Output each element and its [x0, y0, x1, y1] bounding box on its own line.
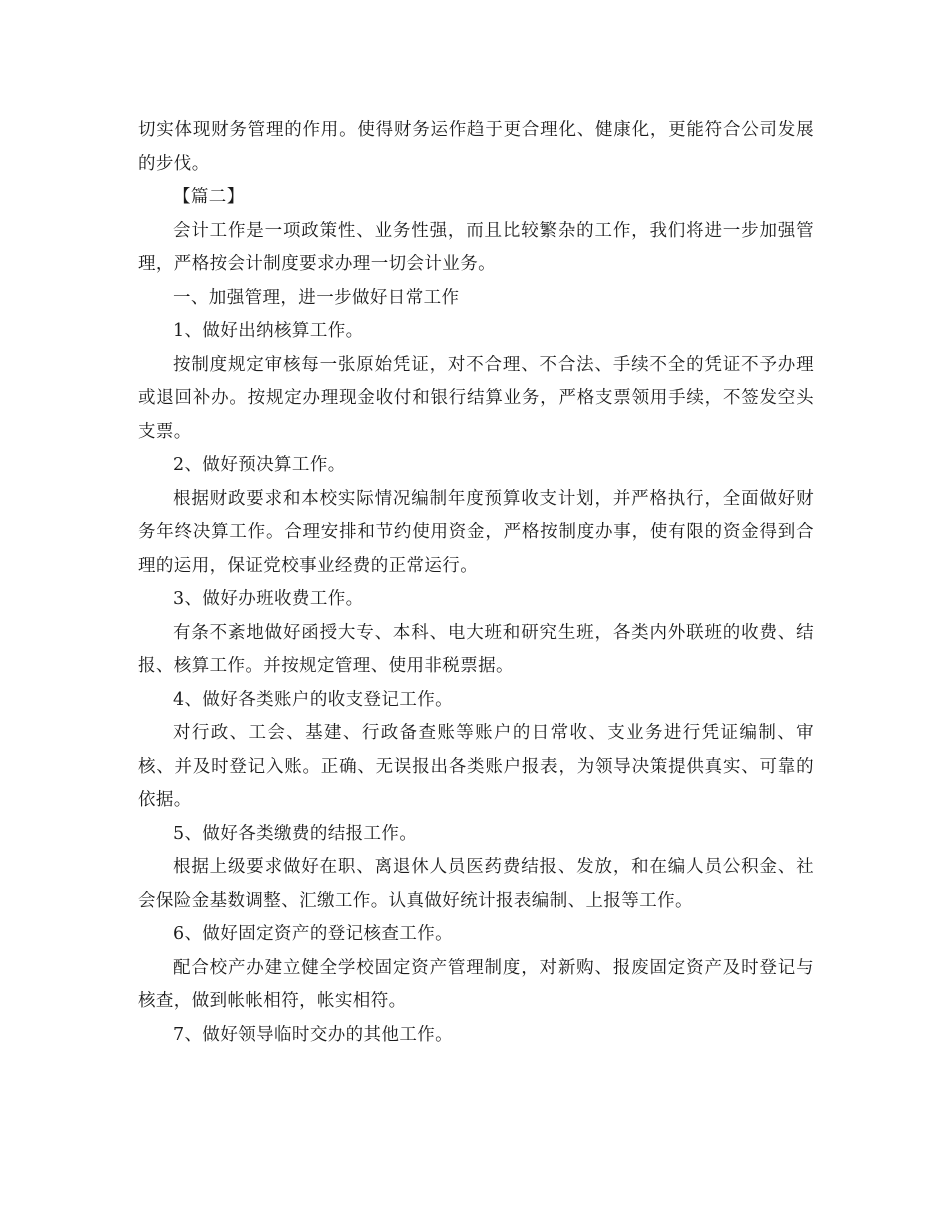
paragraph: 会计工作是一项政策性、业务性强，而且比较繁杂的工作，我们将进一步加强管理，严格按会计制度要求办理一切会计业务。	[138, 220, 814, 274]
item-heading: 7、做好领导临时交办的其他工作。	[173, 1024, 454, 1045]
document-body	[138, 114, 814, 1052]
paragraph: 有条不紊地做好函授大专、本科、电大班和研究生班，各类内外联班的收费、结报、核算工作。并按规定管理、使用非税票据。	[138, 622, 814, 676]
paragraph: 对行政、工会、基建、行政备查账等账户的日常收、支业务进行凭证编制、审核、并及时登记入账。正确、无误报出各类账户报表，为领导决策提供真实、可靠的依据。	[138, 723, 814, 810]
item-heading: 2、做好预决算工作。	[173, 455, 346, 475]
item-heading: 6、做好固定资产的登记核查工作。	[173, 924, 454, 944]
paragraph: 根据上级要求做好在职、离退休人员医药费结报、发放，和在编人员公积金、社会保险金基数调整、汇缴工作。认真做好统计报表编制、上报等工作。	[138, 857, 814, 911]
paragraph: 根据财政要求和本校实际情况编制年度预算收支计划，并严格执行，全面做好财务年终决算工作。合理安排和节约使用资金，严格按制度办事，使有限的资金得到合理的运用，保证党校事业经费的正常运行。	[138, 488, 814, 576]
paragraph: 按制度规定审核每一张原始凭证，对不合理、不合法、手续不全的凭证不予办理或退回补办。按规定办理现金收付和银行结算业务，严格支票领用手续，不签发空头支票。	[138, 354, 814, 442]
item-heading: 1、做好出纳核算工作。	[173, 321, 364, 341]
section-heading: 【篇二】	[173, 187, 245, 207]
section-title: 一、加强管理，进一步做好日常工作	[173, 287, 460, 308]
item-heading: 5、做好各类缴费的结报工作。	[173, 823, 418, 844]
item-heading: 3、做好办班收费工作。	[173, 589, 364, 609]
paragraph: 配合校产办建立健全学校固定资产管理制度，对新购、报废固定资产及时登记与核查，做到帐帐相符，帐实相符。	[138, 957, 814, 1011]
item-heading: 4、做好各类账户的收支登记工作。	[173, 689, 454, 710]
paragraph: 切实体现财务管理的作用。使得财务运作趋于更合理化、健康化，更能符合公司发展的步伐。	[138, 120, 814, 174]
